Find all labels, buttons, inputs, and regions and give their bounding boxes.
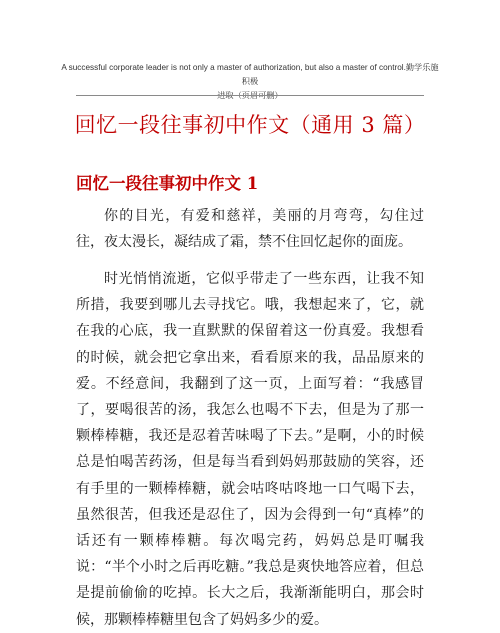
paragraph-2: 时光悄悄流逝，它似乎带走了一些东西，让我不知所措，我要到哪儿去寻找它。哦，我想起来了，它，就在我的心底，我一直默默的保留着这一份真爱。我想看的时候，就会把它拿出来，看看原来的我，品品原来的爱。不经意间，我翻到了这一页，上面写着：“我感冒了，要喝很苦的汤，我怎么也喝不下去，但是为了那一颗棒棒糖，我还是忍着苦味喝了下去。”是啊，小的时候总是怕喝苦药汤，但是每当看到妈妈那鼓励的笑容，还有手里的一颗棒棒糖，就会咕咚咕咚地一口气喝下去，虽然很苦，但我还是忍住了，因为会得到一句“真棒”的话还有一颗棒棒糖。每次喝完药，妈妈总是叮嘱我说：“半个小时之后再吃糖。”我总是爽快地答应着，但总是提前偷偷的吃掉。长大之后，我渐渐能明白，那会时候，那颗棒棒糖里包含了妈妈多少的爱。 (76, 271, 424, 628)
header-divider (76, 95, 424, 96)
section-title: 回忆一段往事初中作文 1 (76, 174, 259, 193)
page-header (60, 61, 440, 103)
document-title: 回忆一段往事初中作文（通用 3 篇） (74, 113, 426, 137)
header-line-1: A successful corporate leader is not only a master of authorization, but also a master of control.勤学乐施 积极 (61, 63, 439, 86)
paragraph-1: 你的目光，有爱和慈祥，美丽的月弯弯，勾住过往，夜太漫长，凝结成了霜，禁不住回忆起你的面庞。 (76, 208, 424, 251)
header-line-2: 进取（页眉可删） (217, 91, 283, 100)
